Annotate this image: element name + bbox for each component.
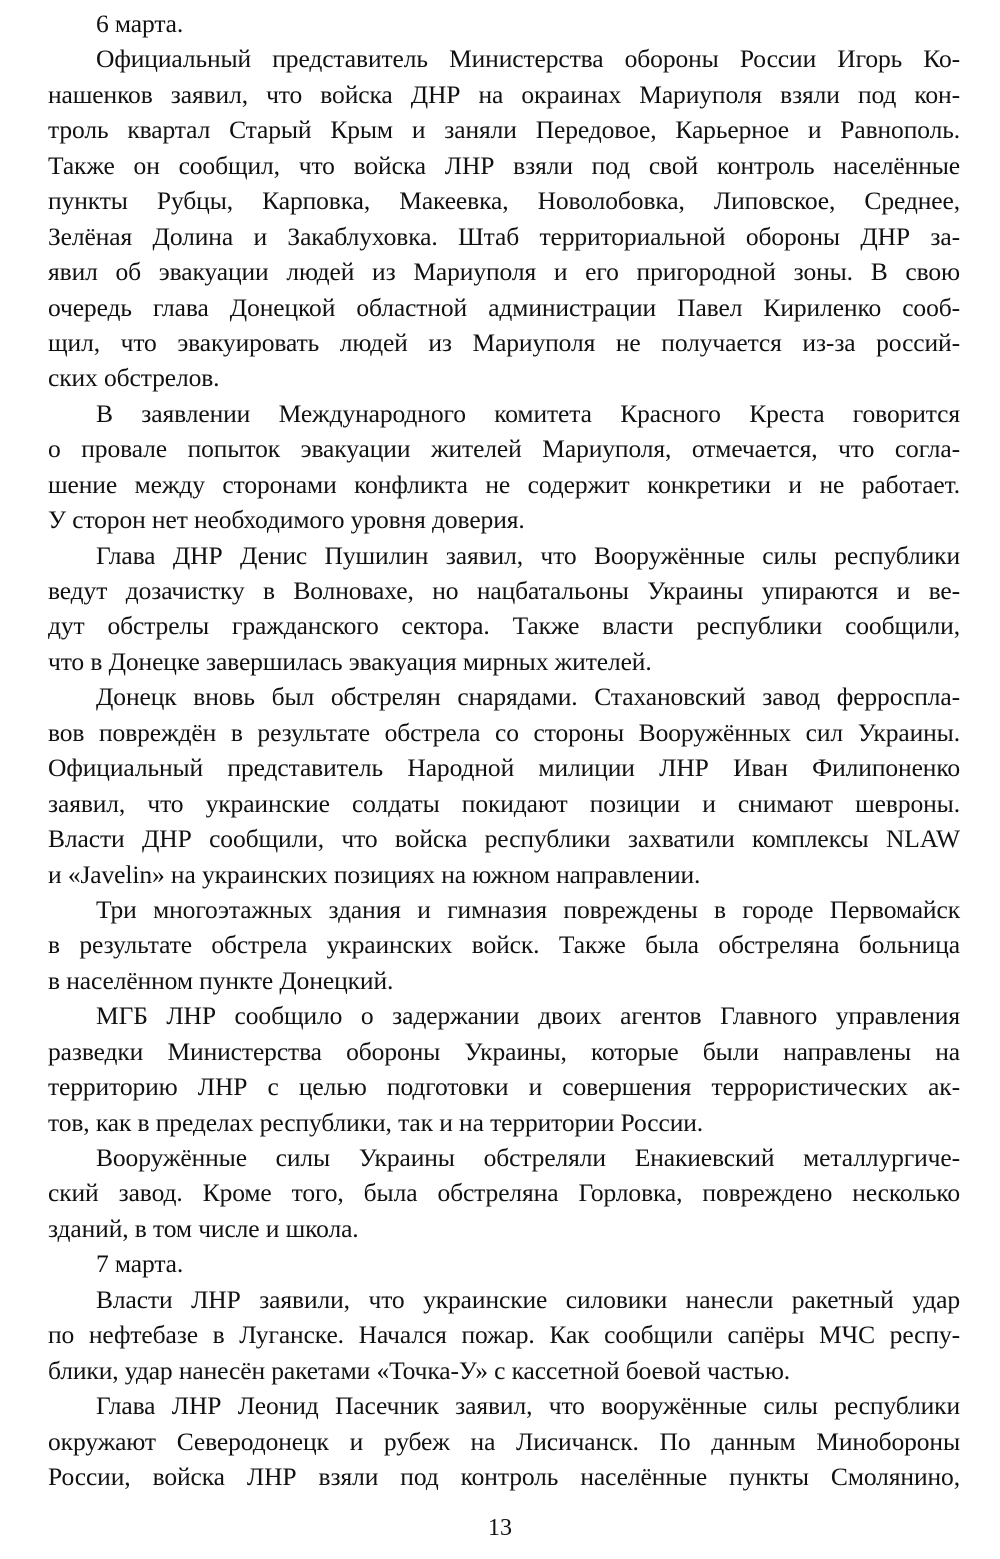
- text-line: ведут дозачистку в Волновахе, но нацбатальоны Украины упираются и ве-: [48, 576, 960, 605]
- paragraph: [48, 1388, 960, 1494]
- text-line: МГБ ЛНР сообщило о задержании двоих агентов Главного управления: [96, 1001, 960, 1031]
- text-line: ских обстрелов.: [48, 363, 220, 393]
- text-line: Глава ДНР Денис Пушилин заявил, что Вооружённые силы республики: [96, 540, 960, 570]
- text-line: троль квартал Старый Крым и заняли Передовое, Карьерное и Равнополь.: [48, 115, 960, 145]
- text-line: щил, что эвакуировать людей из Мариуполя не получается из-за россий-: [48, 327, 960, 357]
- text-line: 6 марта.: [96, 9, 184, 38]
- text-line: Также он сообщил, что войска ЛНР взяли под свой контроль населённые: [48, 150, 960, 180]
- text-line: по нефтебазе в Луганске. Начался пожар. Как сообщили сапёры МЧС респу-: [48, 1320, 960, 1350]
- text-line: В заявлении Международного комитета Красного Креста говорится: [96, 398, 960, 428]
- text-line: тов, как в пределах республики, так и на территории России.: [48, 1107, 704, 1137]
- text-line: Официальный представитель Народной милиции ЛНР Иван Филипоненко: [48, 753, 960, 783]
- text-line: Официальный представитель Министерства обороны России Игорь Ко-: [96, 44, 960, 74]
- paragraph: [48, 538, 960, 680]
- text-line: очередь глава Донецкой областной администрации Павел Кириленко сооб-: [48, 292, 960, 322]
- page-number: 13: [488, 1515, 512, 1541]
- text-line: явил об эвакуации людей из Мариуполя и его пригородной зоны. В свою: [48, 257, 960, 287]
- paragraph: [48, 679, 960, 892]
- text-line: территорию ЛНР с целью подготовки и совершения террористических ак-: [48, 1072, 960, 1102]
- text-line: Донецк вновь был обстрелян снарядами. Стахановский завод ферроспла-: [96, 682, 960, 712]
- text-line: ский завод. Кроме того, была обстреляна Горловка, повреждено несколько: [48, 1178, 960, 1208]
- text-line: о провале попыток эвакуации жителей Мариуполя, отмечается, что согла-: [48, 434, 960, 464]
- paragraph: [48, 892, 960, 998]
- text-line: Власти ЛНР заявили, что украинские силовики нанесли ракетный удар: [96, 1284, 960, 1314]
- paragraph: [48, 998, 960, 1140]
- text-line: зданий, в том числе и школа.: [48, 1213, 359, 1243]
- text-line: Три многоэтажных здания и гимназия повреждены в городе Первомайск: [96, 894, 960, 924]
- text-line: в результате обстрела украинских войск. Также была обстреляна больница: [48, 930, 960, 960]
- text-line: России, войска ЛНР взяли под контроль населённые пункты Смолянино,: [48, 1461, 960, 1491]
- text-line: окружают Северодонецк и рубеж на Лисичанск. По данным Минобороны: [48, 1426, 960, 1456]
- book-page-text: [48, 6, 960, 1494]
- text-line: У сторон нет необходимого уровня доверия.: [48, 505, 525, 535]
- paragraph: [48, 1246, 960, 1281]
- text-line: Глава ЛНР Леонид Пасечник заявил, что вооружённые силы республики: [96, 1391, 960, 1421]
- text-line: нашенков заявил, что войска ДНР на окраинах Мариуполя взяли под кон-: [48, 79, 960, 109]
- text-line: в населённом пункте Донецкий.: [48, 965, 394, 995]
- text-line: дут обстрелы гражданского сектора. Также власти республики сообщили,: [48, 611, 960, 641]
- paragraph: [48, 6, 960, 41]
- paragraph: [48, 41, 960, 395]
- text-line: Власти ДНР сообщили, что войска республики захватили комплексы NLAW: [48, 824, 960, 854]
- text-line: блики, удар нанесён ракетами «Точка-У» с кассетной боевой частью.: [48, 1355, 791, 1385]
- text-line: шение между сторонами конфликта не содержит конкретики и не работает.: [48, 469, 960, 499]
- text-line: заявил, что украинские солдаты покидают позиции и снимают шевроны.: [48, 788, 960, 818]
- text-line: 7 марта.: [96, 1249, 184, 1279]
- text-line: Зелёная Долина и Закаблуховка. Штаб территориальной обороны ДНР за-: [48, 221, 960, 251]
- text-line: пункты Рубцы, Карповка, Макеевка, Новолобовка, Липовское, Среднее,: [48, 186, 960, 216]
- paragraph: [48, 1140, 960, 1246]
- text-line: разведки Министерства обороны Украины, которые были направлены на: [48, 1036, 960, 1066]
- text-line: вов повреждён в результате обстрела со стороны Вооружённых сил Украины.: [48, 717, 960, 747]
- text-line: и «Javelin» на украинских позициях на южном направлении.: [48, 859, 701, 889]
- text-line: Вооружённые силы Украины обстреляли Енакиевский металлургиче-: [96, 1143, 960, 1172]
- paragraph: [48, 396, 960, 538]
- text-line: что в Донецке завершилась эвакуация мирных жителей.: [48, 646, 652, 676]
- paragraph: [48, 1282, 960, 1388]
